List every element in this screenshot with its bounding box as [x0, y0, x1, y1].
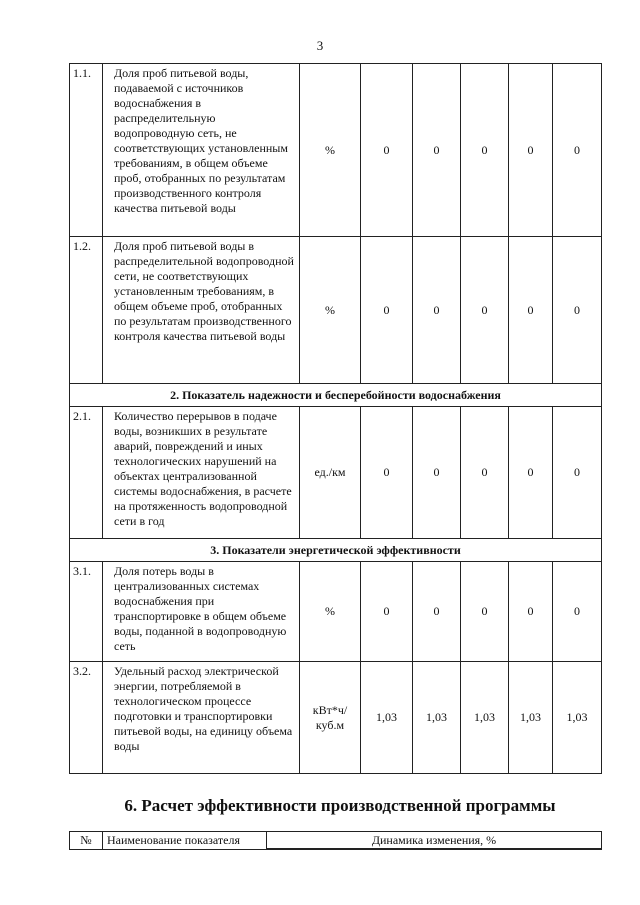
- value-cell: 0: [413, 407, 461, 539]
- value-cell: 0: [553, 407, 602, 539]
- indicator-name: Доля потерь воды в централизованных системах водоснабжения при транспортировке в общем объеме воды, поданной в водопроводную сеть: [103, 562, 300, 662]
- indicator-name: Количество перерывов в подаче воды, возникших в результате аварий, повреждений и иных технологических нарушений на объектах централизованной системы водоснабжения, в расчете на протяженность водопроводной сети в год: [103, 407, 300, 539]
- value-cell: 0: [509, 237, 553, 384]
- value-cell: 0: [461, 562, 509, 662]
- value-cell: 0: [461, 64, 509, 237]
- indicators-table: [69, 63, 602, 774]
- value-cell: 1,03: [413, 662, 461, 774]
- name-column-header: Наименование показателя: [103, 832, 267, 850]
- unit-cell: %: [300, 562, 361, 662]
- indicator-name: Доля проб питьевой воды в распределительной водопроводной сети, не соответствующих установленным требованиям, в общем объеме проб, отобранных по результатам производственного контроля качества питьевой воды: [103, 237, 300, 384]
- row-number: 1.2.: [70, 237, 103, 384]
- value-cell: 1,03: [361, 662, 413, 774]
- value-cell: 0: [361, 64, 413, 237]
- value-cell: 0: [413, 237, 461, 384]
- row-number: 1.1.: [70, 64, 103, 237]
- value-cell: 0: [413, 562, 461, 662]
- row-number: 2.1.: [70, 407, 103, 539]
- value-cell: 1,03: [553, 662, 602, 774]
- value-cell: 1,03: [461, 662, 509, 774]
- section-heading: 6. Расчет эффективности производственной программы: [124, 796, 556, 815]
- table-header-row: [70, 832, 602, 850]
- value-cell: 0: [361, 237, 413, 384]
- row-number: 3.2.: [70, 662, 103, 774]
- dynamics-column-header: Динамика изменения, %: [267, 832, 602, 850]
- table-row: [70, 407, 602, 539]
- section-title: 2. Показатель надежности и бесперебойности водоснабжения: [70, 384, 602, 407]
- indicator-name: Доля проб питьевой воды, подаваемой с источников водоснабжения в распределительную водопроводную сеть, не соответствующих установленным требованиям, в общем объеме проб, отобранных по результатам производственного контроля качества питьевой воды: [103, 64, 300, 237]
- unit-cell: %: [300, 237, 361, 384]
- value-cell: 0: [553, 237, 602, 384]
- value-cell: 0: [361, 562, 413, 662]
- table-row: [70, 562, 602, 662]
- table-divider: [266, 848, 601, 849]
- table-row: [70, 237, 602, 384]
- table-row: [70, 64, 602, 237]
- table-row: [70, 662, 602, 774]
- section-row: [70, 539, 602, 562]
- value-cell: 0: [509, 64, 553, 237]
- indicator-name: Удельный расход электрической энергии, потребляемой в технологическом процессе подготовки и транспортировки питьевой воды, на единицу объема воды: [103, 662, 300, 774]
- value-cell: 0: [461, 237, 509, 384]
- unit-cell: %: [300, 64, 361, 237]
- value-cell: 0: [461, 407, 509, 539]
- value-cell: 0: [553, 64, 602, 237]
- unit-cell: ед./км: [300, 407, 361, 539]
- value-cell: 0: [553, 562, 602, 662]
- value-cell: 0: [509, 407, 553, 539]
- section-title: 3. Показатели энергетической эффективности: [70, 539, 602, 562]
- value-cell: 1,03: [509, 662, 553, 774]
- section-row: [70, 384, 602, 407]
- value-cell: 0: [509, 562, 553, 662]
- page-number: 3: [316, 38, 324, 53]
- value-cell: 0: [361, 407, 413, 539]
- unit-cell: кВт*ч/ куб.м: [300, 662, 361, 774]
- number-column-header: №: [70, 832, 103, 850]
- row-number: 3.1.: [70, 562, 103, 662]
- value-cell: 0: [413, 64, 461, 237]
